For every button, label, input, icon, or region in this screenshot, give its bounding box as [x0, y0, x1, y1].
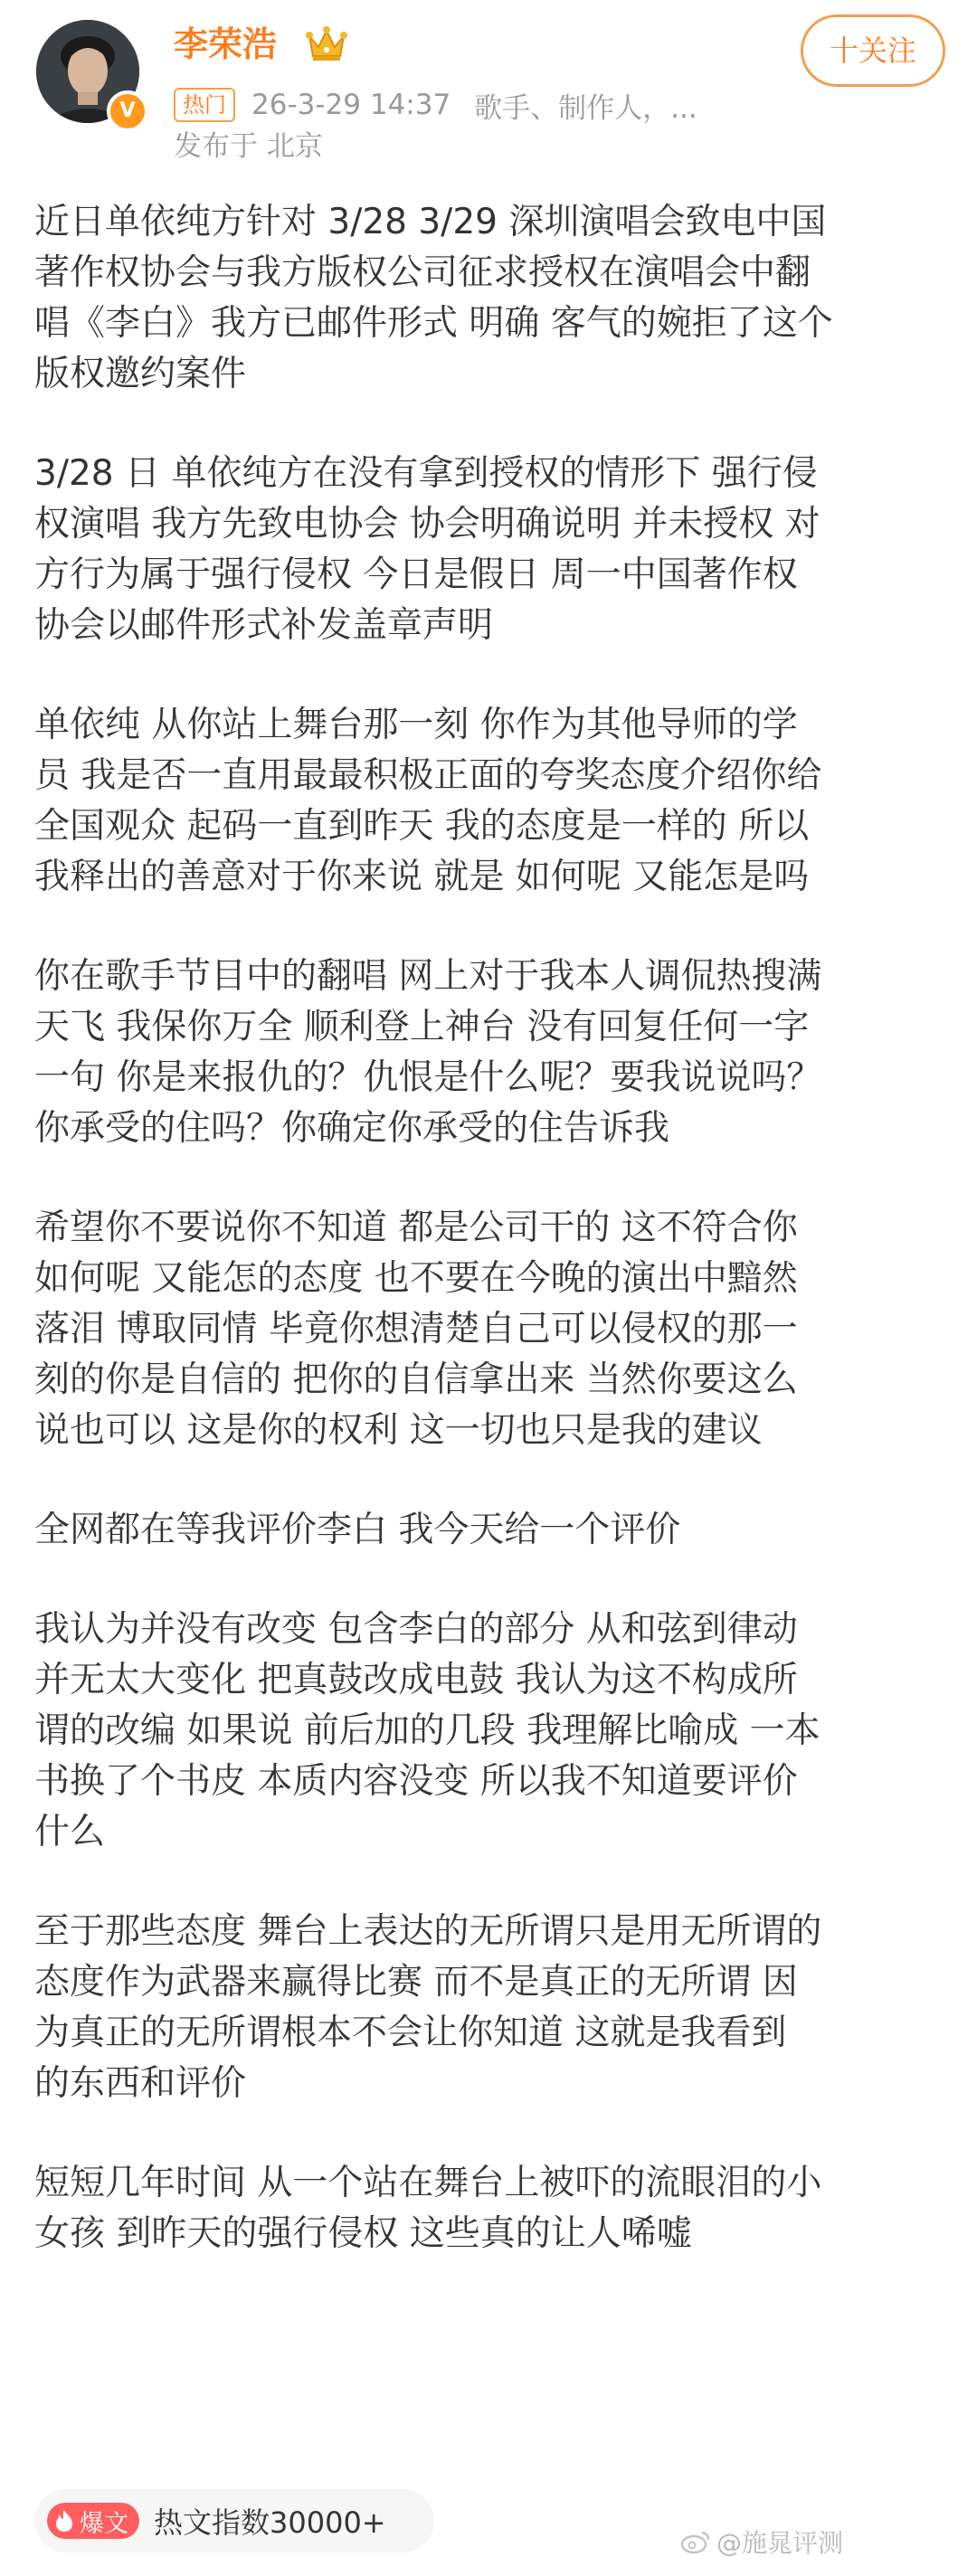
post-header	[0, 0, 977, 181]
post-paragraph: 短短几年时间 从一个站在舞台上被吓的流眼泪的小 女孩 到昨天的强行侵权 这些真的让人唏嘘	[34, 2163, 822, 2254]
follow-button[interactable]: 十关注	[801, 14, 945, 87]
post-location: 发布于 北京	[174, 130, 323, 163]
post-paragraph: 希望你不要说你不知道 都是公司干的 这不符合你 如何呢 又能怎的态度 也不要在今晚的演出中黯然 落泪 博取同情 毕竟你想清楚自己可以侵权的那一 刻的你是自信的 把你的自信拿出来 当然你要这么 说也可以 这是你的权利 这一切也只是我的建议	[34, 1208, 798, 1451]
watermark	[680, 2524, 843, 2560]
post-time: 26-3-29 14:37	[251, 89, 451, 121]
post-paragraph: 近日单依纯方针对 3/28 3/29 深圳演唱会致电中国 著作权协会与我方版权公司征求授权在演唱会中翻 唱《李白》我方已邮件形式 明确 客气的婉拒了这个 版权邀约案件	[34, 202, 833, 394]
post-paragraph: 全网都在等我评价李白 我今天给一个评价	[34, 1510, 681, 1550]
watermark-text: @施晁评测	[716, 2528, 844, 2558]
hot-tag: 热门	[174, 88, 235, 122]
hot-index-text: 热文指数30000+	[154, 2505, 386, 2540]
post-body	[34, 197, 948, 2308]
post-paragraph: 单依纯 从你站上舞台那一刻 你作为其他导师的学 员 我是否一直用最最积极正面的夸奖态度介绍你给 全国观众 起码一直到昨天 我的态度是一样的 所以 我释出的善意对于你来说 就是 如何呢 又能怎是吗	[34, 705, 822, 897]
username[interactable]: 李荣浩	[174, 24, 278, 64]
post-paragraph: 至于那些态度 舞台上表达的无所谓只是用无所谓的 态度作为武器来赢得比赛 而不是真正的无所谓 因 为真正的无所谓根本不会让你知道 这就是我看到 的东西和评价	[34, 1911, 822, 2104]
crown-icon	[306, 24, 347, 63]
post-paragraph: 3/28 日 单依纯方在没有拿到授权的情形下 强行侵 权演唱 我方先致电协会 协会明确说明 并未授权 对 方行为属于强行侵权 今日是假日 周一中国著作权 协会以邮件形式补发盖章声明	[34, 453, 820, 646]
verified-badge-icon: V	[107, 90, 148, 132]
fire-icon	[54, 2509, 74, 2533]
boom-tag	[47, 2503, 139, 2539]
user-tags[interactable]: 歌手、制作人，...	[474, 91, 697, 125]
boom-label: 爆文	[80, 2509, 128, 2538]
post-paragraph: 我认为并没有改变 包含李白的部分 从和弦到律动 并无太大变化 把真鼓改成电鼓 我认为这不构成所 谓的改编 如果说 前后加的几段 我理解比喻成 一本 书换了个书皮 本质内容没变 所以我不知道要评价 什么	[34, 1609, 820, 1852]
post-meta	[174, 84, 697, 126]
post-paragraph: 你在歌手节目中的翻唱 网上对于我本人调侃热搜满 天飞 我保你万全 顺利登上神台 没有回复任何一字 一句 你是来报仇的？仇恨是什么呢？要我说说吗？ 你承受的住吗？你确定你承受的住告诉我	[34, 956, 822, 1149]
hot-index-badge[interactable]	[34, 2489, 434, 2552]
weibo-logo-icon	[680, 2529, 711, 2554]
